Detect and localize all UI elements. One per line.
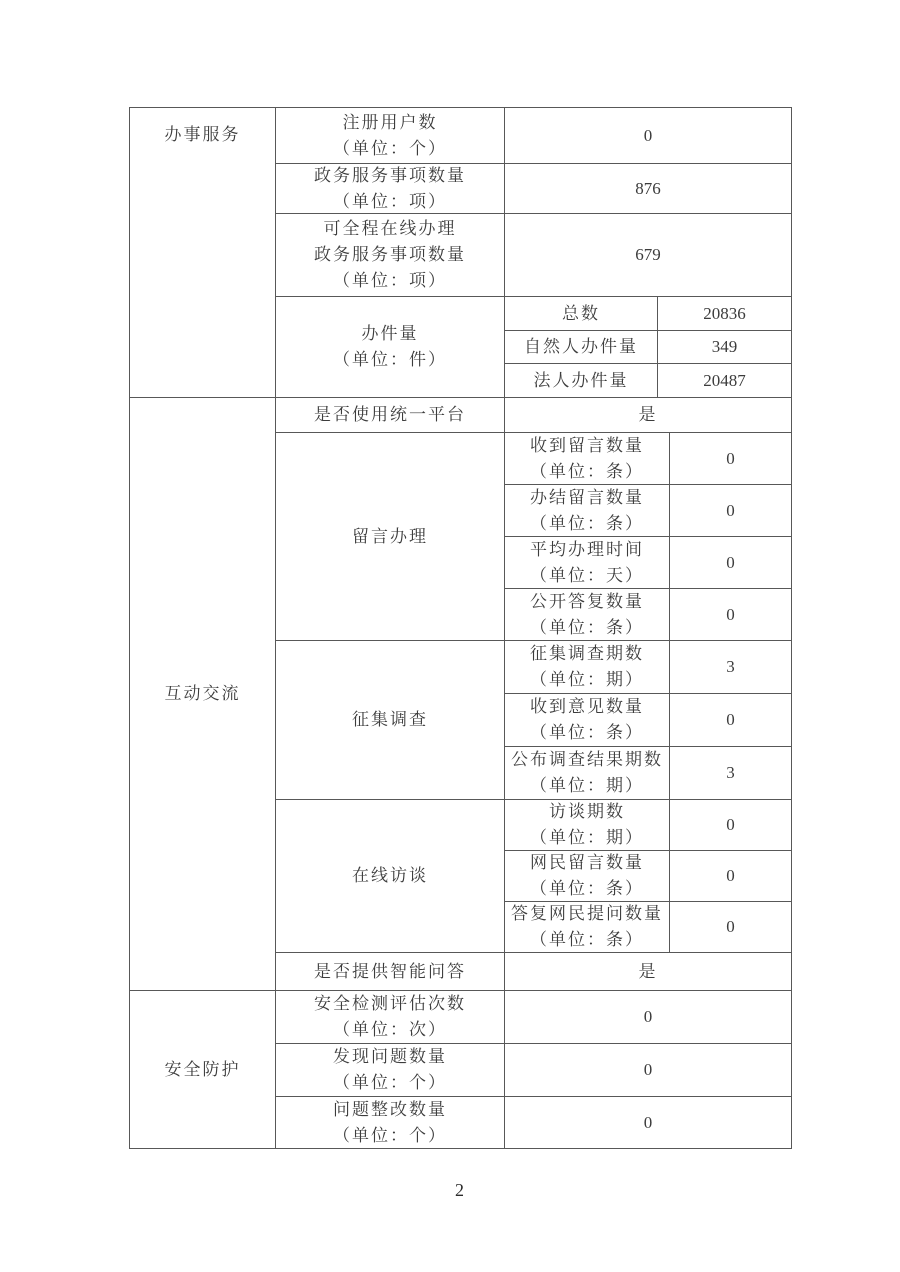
subrow-value-handled-natural: 349 (657, 330, 791, 363)
subrow-label-survey-results: 公布调查结果期数 （单位：期） (504, 746, 669, 799)
row-label-handled-volume: 办件量 （单位：件） (275, 296, 504, 397)
subrow-value-handled-total: 20836 (657, 296, 791, 330)
group-label-zaixian-fangtan: 在线访谈 (275, 799, 504, 952)
row-label-registered-users: 注册用户数 （单位：个） (275, 108, 504, 163)
subrow-label-handled-natural: 自然人办件量 (504, 330, 657, 363)
row-value-problems-rectified: 0 (504, 1096, 791, 1148)
subrow-value-survey-results: 3 (669, 746, 791, 799)
subrow-value-msgs-completed: 0 (669, 484, 791, 536)
group-label-zhengji-diaocha: 征集调查 (275, 640, 504, 799)
annual-report-table (129, 107, 792, 1149)
subrow-value-survey-periods: 3 (669, 640, 791, 693)
subrow-label-handled-legal: 法人办件量 (504, 363, 657, 397)
group-label-liuyan-banli: 留言办理 (275, 432, 504, 640)
section-label-hudong-jiaoliu: 互动交流 (130, 397, 275, 990)
row-value-security-assessments: 0 (504, 990, 791, 1043)
row-label-smart-qa: 是否提供智能问答 (275, 952, 504, 990)
row-value-service-items: 876 (504, 163, 791, 213)
subrow-label-msgs-completed: 办结留言数量 （单位：条） (504, 484, 669, 536)
subrow-label-interview-periods: 访谈期数 （单位：期） (504, 799, 669, 850)
subrow-label-msgs-received: 收到留言数量 （单位：条） (504, 432, 669, 484)
row-value-online-items: 679 (504, 213, 791, 296)
subrow-value-avg-handle-time: 0 (669, 536, 791, 588)
row-label-online-items: 可全程在线办理 政务服务事项数量 （单位：项） (275, 213, 504, 296)
row-label-security-assessments: 安全检测评估次数 （单位：次） (275, 990, 504, 1043)
section-label-anquan-fanghu: 安全防护 (130, 990, 275, 1148)
row-value-unified-platform: 是 (504, 397, 791, 432)
subrow-value-netizen-replies: 0 (669, 901, 791, 952)
subrow-label-handled-total: 总数 (504, 296, 657, 330)
subrow-value-opinions-received: 0 (669, 693, 791, 746)
subrow-label-survey-periods: 征集调查期数 （单位：期） (504, 640, 669, 693)
section-label-banshi-fuwu: 办事服务 (164, 125, 241, 144)
subrow-label-netizen-replies: 答复网民提问数量 （单位：条） (504, 901, 669, 952)
row-value-smart-qa: 是 (504, 952, 791, 990)
subrow-label-netizen-messages: 网民留言数量 （单位：条） (504, 850, 669, 901)
subrow-value-interview-periods: 0 (669, 799, 791, 850)
subrow-value-public-replies: 0 (669, 588, 791, 640)
row-label-unified-platform: 是否使用统一平台 (275, 397, 504, 432)
row-value-problems-found: 0 (504, 1043, 791, 1096)
row-label-problems-rectified: 问题整改数量 （单位：个） (275, 1096, 504, 1148)
subrow-value-netizen-messages: 0 (669, 850, 791, 901)
subrow-value-handled-legal: 20487 (657, 363, 791, 397)
row-value-registered-users: 0 (504, 108, 791, 163)
row-label-problems-found: 发现问题数量 （单位：个） (275, 1043, 504, 1096)
subrow-label-public-replies: 公开答复数量 （单位：条） (504, 588, 669, 640)
page-number: 2 (455, 1180, 464, 1200)
subrow-label-avg-handle-time: 平均办理时间 （单位：天） (504, 536, 669, 588)
row-label-service-items: 政务服务事项数量 （单位：项） (275, 163, 504, 213)
subrow-label-opinions-received: 收到意见数量 （单位：条） (504, 693, 669, 746)
subrow-value-msgs-received: 0 (669, 432, 791, 484)
